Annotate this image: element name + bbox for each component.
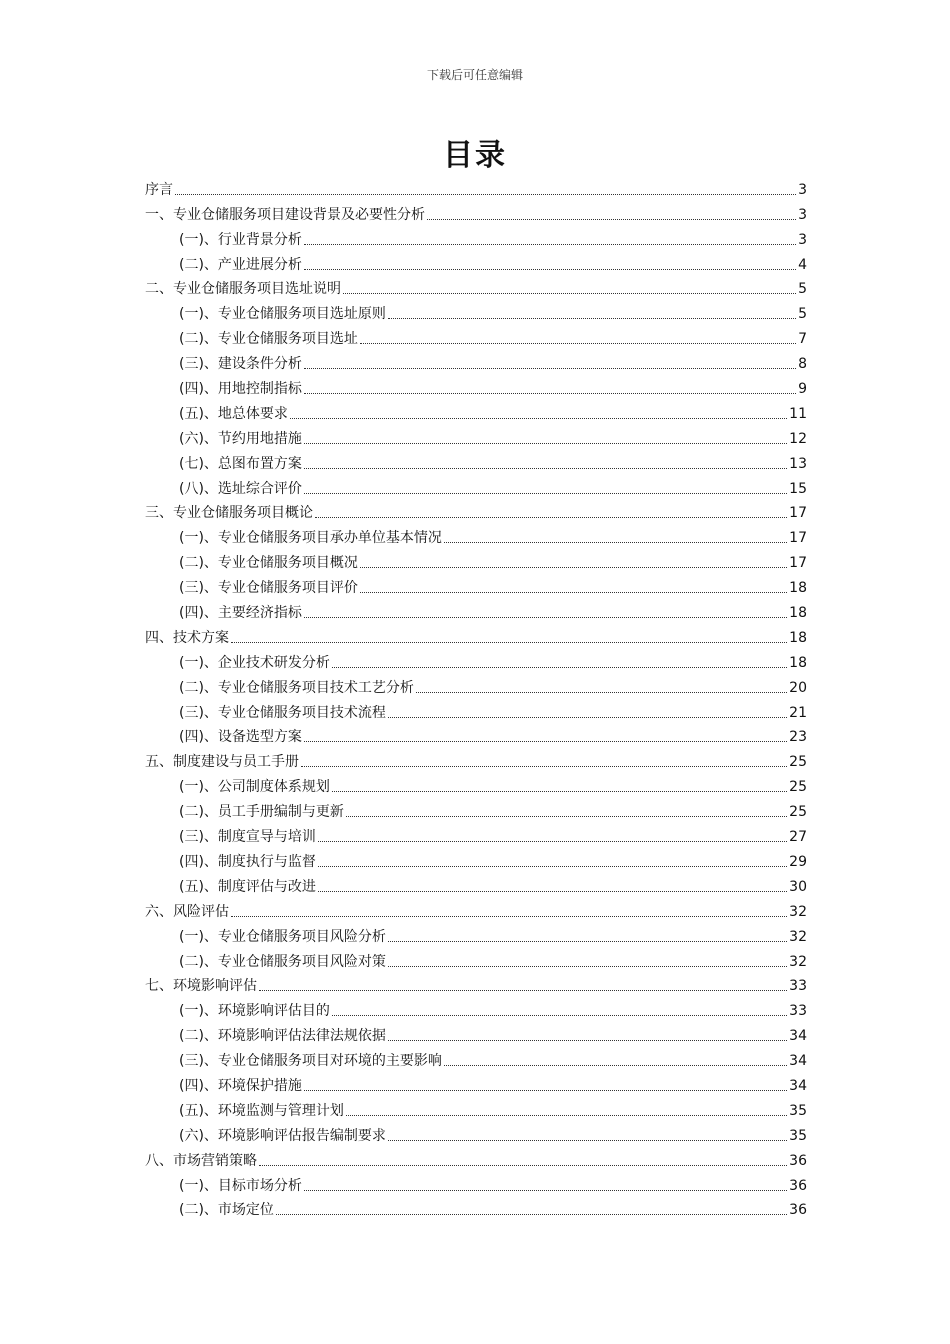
toc-entry-page: 15 <box>789 480 807 497</box>
toc-entry-label: 四、技术方案 <box>145 629 229 646</box>
dot-leader <box>360 591 787 593</box>
header-note: 下载后可任意编辑 <box>426 68 523 82</box>
toc-entry[interactable] <box>145 1197 807 1222</box>
toc-entry[interactable] <box>145 549 807 574</box>
dot-leader <box>304 467 787 469</box>
toc-entry-label: (一)、环境影响评估目的 <box>179 1003 330 1020</box>
dot-leader <box>304 740 787 742</box>
toc-entry-page: 18 <box>789 605 807 622</box>
toc-entry[interactable] <box>145 948 807 973</box>
toc-entry-label: (二)、环境影响评估法律法规依据 <box>179 1028 386 1045</box>
toc-entry[interactable] <box>145 400 807 425</box>
toc-entry-label: (二)、专业仓储服务项目选址 <box>179 331 358 348</box>
toc-entry-label: 三、专业仓储服务项目概论 <box>145 505 313 522</box>
dot-leader <box>388 716 787 718</box>
toc-entry[interactable] <box>145 898 807 923</box>
toc-entry-page: 18 <box>789 629 807 646</box>
dot-leader <box>304 492 787 494</box>
toc-entry[interactable] <box>145 699 807 724</box>
dot-leader <box>304 268 796 270</box>
toc-entry-page: 34 <box>789 1028 807 1045</box>
toc-entry-label: (四)、设备选型方案 <box>179 729 302 746</box>
toc-entry-label: 六、风险评估 <box>145 903 229 920</box>
toc-entry[interactable] <box>145 251 807 276</box>
toc-entry-label: (三)、制度宣导与培训 <box>179 829 316 846</box>
toc-entry-page: 32 <box>789 928 807 945</box>
toc-entry-page: 35 <box>789 1102 807 1119</box>
toc-entry[interactable] <box>145 325 807 350</box>
dot-leader <box>304 243 796 245</box>
dot-leader <box>388 1139 787 1141</box>
toc-entry-label: (一)、目标市场分析 <box>179 1177 302 1194</box>
dot-leader <box>259 1164 787 1166</box>
toc-entry-label: 一、专业仓储服务项目建设背景及必要性分析 <box>145 206 425 223</box>
toc-entry-page: 11 <box>789 405 807 422</box>
toc-entry-page: 3 <box>798 231 807 248</box>
toc-entry[interactable] <box>145 873 807 898</box>
dot-leader <box>276 1213 787 1215</box>
toc-entry-label: 序言 <box>145 181 173 198</box>
toc-entry[interactable] <box>145 1122 807 1147</box>
dot-leader <box>388 965 787 967</box>
toc-entry-page: 32 <box>789 903 807 920</box>
toc-entry-label: (四)、环境保护措施 <box>179 1077 302 1094</box>
toc-entry[interactable] <box>145 375 807 400</box>
toc-entry-label: (一)、专业仓储服务项目承办单位基本情况 <box>179 530 442 547</box>
toc-entry-page: 18 <box>789 580 807 597</box>
dot-leader <box>360 342 796 344</box>
toc-entry[interactable] <box>145 1072 807 1097</box>
toc-entry-page: 17 <box>789 555 807 572</box>
toc-entry[interactable] <box>145 923 807 948</box>
toc-entry-page: 32 <box>789 953 807 970</box>
dot-leader <box>175 193 796 195</box>
toc-entry[interactable] <box>145 1047 807 1072</box>
dot-leader <box>304 1189 787 1191</box>
dot-leader <box>346 815 787 817</box>
dot-leader <box>231 641 787 643</box>
toc-entry[interactable] <box>145 1172 807 1197</box>
toc-entry-page: 33 <box>789 1003 807 1020</box>
dot-leader <box>318 840 787 842</box>
toc-entry[interactable] <box>145 1097 807 1122</box>
dot-leader <box>416 691 787 693</box>
toc-entry[interactable] <box>145 524 807 549</box>
toc-entry-page: 33 <box>789 978 807 995</box>
dot-leader <box>231 915 787 917</box>
toc-entry-label: (一)、公司制度体系规划 <box>179 779 330 796</box>
toc-entry-page: 17 <box>789 530 807 547</box>
toc-entry[interactable] <box>145 300 807 325</box>
toc-entry-page: 8 <box>798 356 807 373</box>
toc-entry-label: 二、专业仓储服务项目选址说明 <box>145 281 341 298</box>
toc-entry-label: (三)、建设条件分析 <box>179 356 302 373</box>
toc-entry-page: 17 <box>789 505 807 522</box>
toc-entry-page: 5 <box>798 306 807 323</box>
dot-leader <box>304 392 796 394</box>
dot-leader <box>332 666 787 668</box>
toc-entry[interactable] <box>145 1022 807 1047</box>
dot-leader <box>290 417 787 419</box>
toc-entry-page: 18 <box>789 654 807 671</box>
toc-entry-label: (八)、选址综合评价 <box>179 480 302 497</box>
toc-entry[interactable] <box>145 574 807 599</box>
toc-entry-label: 七、环境影响评估 <box>145 978 257 995</box>
toc-entry-label: (四)、用地控制指标 <box>179 381 302 398</box>
toc-entry[interactable] <box>145 848 807 873</box>
toc-entry-page: 20 <box>789 679 807 696</box>
toc-entry[interactable] <box>145 748 807 773</box>
toc-entry[interactable] <box>145 500 807 525</box>
toc-entry-page: 36 <box>789 1177 807 1194</box>
dot-leader <box>301 765 787 767</box>
dot-leader <box>346 1114 787 1116</box>
toc-entry[interactable] <box>145 450 807 475</box>
toc-entry-page: 25 <box>789 779 807 796</box>
toc-entry-label: (三)、专业仓储服务项目技术流程 <box>179 704 386 721</box>
dot-leader <box>259 989 787 991</box>
dot-leader <box>318 865 787 867</box>
toc-entry-page: 21 <box>789 704 807 721</box>
dot-leader <box>332 1014 787 1016</box>
toc-entry[interactable] <box>145 350 807 375</box>
toc-entry-label: (二)、市场定位 <box>179 1202 274 1219</box>
toc-entry[interactable] <box>145 475 807 500</box>
toc-entry-label: (二)、专业仓储服务项目技术工艺分析 <box>179 679 414 696</box>
toc-entry-label: (一)、专业仓储服务项目风险分析 <box>179 928 386 945</box>
toc-entry[interactable] <box>145 973 807 998</box>
dot-leader <box>427 218 796 220</box>
toc-entry[interactable] <box>145 649 807 674</box>
dot-leader <box>360 566 787 568</box>
toc-entry[interactable] <box>145 674 807 699</box>
toc-entry-page: 23 <box>789 729 807 746</box>
toc-entry[interactable] <box>145 624 807 649</box>
dot-leader <box>388 940 787 942</box>
toc-entry-label: (三)、专业仓储服务项目对环境的主要影响 <box>179 1053 442 1070</box>
dot-leader <box>304 1089 787 1091</box>
toc-entry-label: (七)、总图布置方案 <box>179 455 302 472</box>
dot-leader <box>444 1064 787 1066</box>
dot-leader <box>315 516 787 518</box>
toc-entry[interactable] <box>145 798 807 823</box>
toc-entry-page: 25 <box>789 804 807 821</box>
toc-entry-label: (五)、环境监测与管理计划 <box>179 1102 344 1119</box>
toc-entry-label: (二)、专业仓储服务项目概况 <box>179 555 358 572</box>
toc-entry-page: 25 <box>789 754 807 771</box>
toc-entry[interactable] <box>145 599 807 624</box>
toc-entry[interactable] <box>145 226 807 251</box>
toc-entry[interactable] <box>145 276 807 301</box>
dot-leader <box>318 890 787 892</box>
page-title: 目录 <box>443 138 507 173</box>
toc-entry-label: (二)、员工手册编制与更新 <box>179 804 344 821</box>
toc-entry-page: 9 <box>798 381 807 398</box>
toc-entry-page: 30 <box>789 878 807 895</box>
dot-leader <box>304 616 787 618</box>
toc-entry-page: 27 <box>789 829 807 846</box>
dot-leader <box>304 367 796 369</box>
dot-leader <box>343 292 796 294</box>
toc-entry-page: 29 <box>789 853 807 870</box>
toc-entry-page: 3 <box>798 181 807 198</box>
toc-entry-page: 7 <box>798 331 807 348</box>
toc-entry-page: 35 <box>789 1127 807 1144</box>
toc-entry[interactable] <box>145 724 807 749</box>
toc-entry-page: 13 <box>789 455 807 472</box>
toc-entry-label: (六)、节约用地措施 <box>179 430 302 447</box>
toc-entry-page: 12 <box>789 430 807 447</box>
toc-entry-label: 八、市场营销策略 <box>145 1152 257 1169</box>
table-of-contents <box>145 176 807 1221</box>
toc-entry-label: (五)、制度评估与改进 <box>179 878 316 895</box>
dot-leader <box>304 442 787 444</box>
toc-entry-label: (二)、产业进展分析 <box>179 256 302 273</box>
toc-entry-label: (四)、制度执行与监督 <box>179 853 316 870</box>
toc-entry-label: (一)、专业仓储服务项目选址原则 <box>179 306 386 323</box>
toc-entry[interactable] <box>145 176 807 201</box>
toc-entry-page: 36 <box>789 1202 807 1219</box>
toc-entry-page: 34 <box>789 1053 807 1070</box>
dot-leader <box>332 790 787 792</box>
toc-entry[interactable] <box>145 823 807 848</box>
toc-entry-label: (二)、专业仓储服务项目风险对策 <box>179 953 386 970</box>
toc-entry-label: 五、制度建设与员工手册 <box>145 754 299 771</box>
toc-entry[interactable] <box>145 425 807 450</box>
toc-entry-label: (一)、行业背景分析 <box>179 231 302 248</box>
dot-leader <box>388 1039 787 1041</box>
toc-entry-label: (三)、专业仓储服务项目评价 <box>179 580 358 597</box>
toc-entry-label: (五)、地总体要求 <box>179 405 288 422</box>
toc-entry-page: 4 <box>798 256 807 273</box>
toc-entry-label: (四)、主要经济指标 <box>179 605 302 622</box>
toc-entry-page: 3 <box>798 206 807 223</box>
dot-leader <box>388 317 796 319</box>
toc-entry[interactable] <box>145 201 807 226</box>
toc-entry-page: 36 <box>789 1152 807 1169</box>
toc-entry[interactable] <box>145 997 807 1022</box>
toc-entry-label: (六)、环境影响评估报告编制要求 <box>179 1127 386 1144</box>
toc-entry-page: 34 <box>789 1077 807 1094</box>
dot-leader <box>444 541 787 543</box>
toc-entry-page: 5 <box>798 281 807 298</box>
toc-entry[interactable] <box>145 1147 807 1172</box>
toc-entry[interactable] <box>145 773 807 798</box>
toc-entry-label: (一)、企业技术研发分析 <box>179 654 330 671</box>
